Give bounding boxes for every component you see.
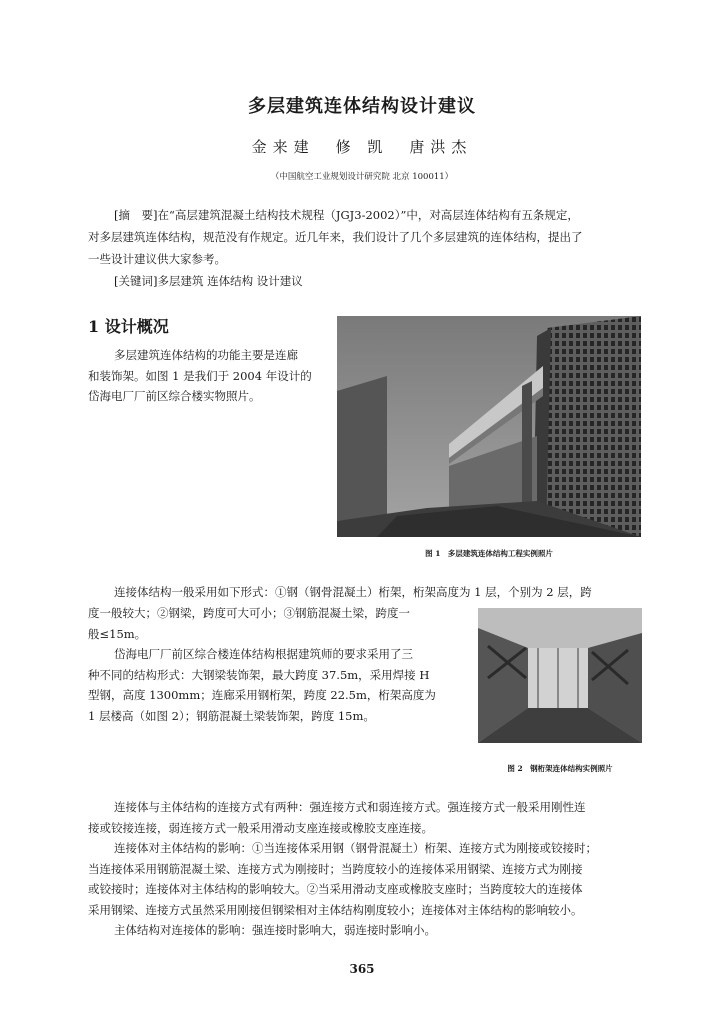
text-line: 岱海电厂厂前区综合楼连体结构根据建筑师的要求采用了三 <box>114 647 413 661</box>
intro-paragraph <box>88 345 334 407</box>
text-line: 或铰接时；连接体对主体结构的影响较大。②当采用滑动支座或橡胶支座时；当跨度较大的连接体 <box>88 882 583 896</box>
text-line: 采用钢梁、连接方式虽然采用刚接但钢梁相对主体结构刚度较小；连接体对主体结构的影响较小。 <box>88 902 583 917</box>
text-line: 岱海电厂厂前区综合楼实物照片。 <box>88 389 261 403</box>
text-line: 接或铰接连接，弱连接方式一般采用滑动支座连接或橡胶支座连接。 <box>88 820 433 835</box>
section-heading: 1 设计概况 <box>88 317 169 336</box>
text-line: 多层建筑连体结构的功能主要是连廊 <box>114 348 298 362</box>
affiliation: （中国航空工业规划设计研究院 北京 100011） <box>270 172 454 182</box>
text-line: 连接体与主体结构的连接方式有两种：强连接方式和弱连接方式。强连接方式一般采用刚性连 <box>114 800 586 814</box>
text-line: 和装饰架。如图 1 是我们于 2004 年设计的 <box>88 368 312 383</box>
corridor-photo-illustration <box>478 608 642 743</box>
text-line: 般≤15m。 <box>88 626 147 641</box>
text-line: 连接体对主体结构的影响：①当连接体采用钢（钢骨混凝土）桁架、连接方式为刚接或铰接时； <box>114 841 597 855</box>
text-line: 主体结构对连接体的影响：强连接时影响大，弱连接时影响小。 <box>114 923 436 937</box>
figure-1-caption: 图 1 多层建筑连体结构工程实例照片 <box>425 549 553 558</box>
building-photo-illustration <box>337 316 641 537</box>
figure-1-photo <box>337 316 641 537</box>
paper-title: 多层建筑连体结构设计建议 <box>248 96 476 117</box>
abstract-line: 对多层建筑连体结构，规范没有作规定。近几年来，我们设计了几个多层建筑的连体结构，提出了 <box>88 230 583 244</box>
figure-2-photo <box>478 608 642 743</box>
abstract-line: 一些设计建议供大家参考。 <box>88 252 226 266</box>
page-number: 365 <box>349 962 375 976</box>
author-list: 金来建 修 凯 唐洪杰 <box>251 138 473 156</box>
text-line: 连接体结构一般采用如下形式：①钢（钢骨混凝土）桁架，桁架高度为 1 层，个别为 2 层，跨 <box>114 585 592 599</box>
figure-2-caption: 图 2 钢桁架连体结构实例照片 <box>507 764 613 773</box>
text-line: 度一般较大；②钢梁，跨度可大可小；③钢筋混凝土梁，跨度一 <box>88 606 410 620</box>
text-line: 型钢，高度 1300mm；连廊采用钢桁架，跨度 22.5m，桁架高度为 <box>88 688 436 702</box>
text-line: 1 层楼高（如图 2）；钢筋混凝土梁装饰架，跨度 15m。 <box>88 708 375 723</box>
abstract-line: [摘 要]在“高层建筑混凝土结构技术规程（JGJ3-2002）”中，对高层连体结构有五条规定， <box>114 208 579 222</box>
connection-paragraphs <box>88 797 678 941</box>
text-line: 当连接体采用钢筋混凝土梁、连接方式为刚接时；当跨度较小的连接体采用钢梁、连接方式为刚接 <box>88 861 583 876</box>
abstract-block <box>88 204 668 292</box>
form-paragraph <box>88 603 476 726</box>
keywords: [关键词]多层建筑 连体结构 设计建议 <box>114 274 303 288</box>
text-line: 种不同的结构形式：大钢梁装饰架，最大跨度 37.5m，采用焊接 H <box>88 667 430 682</box>
